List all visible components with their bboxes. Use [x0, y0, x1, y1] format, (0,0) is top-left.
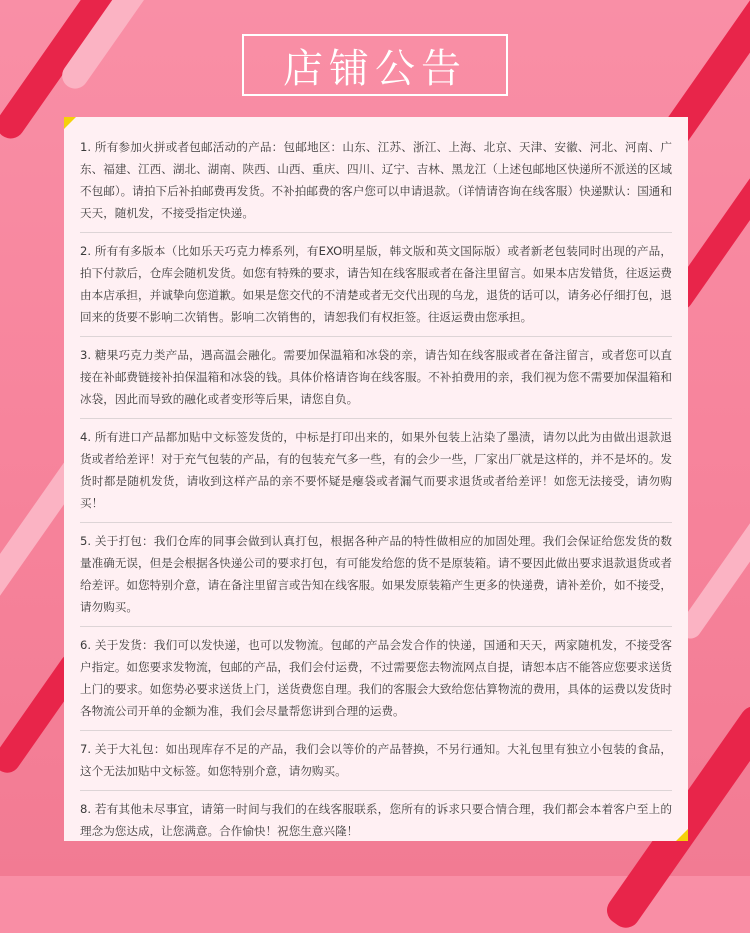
notice-item: 1. 所有参加火拼或者包邮活动的产品：包邮地区：山东、江苏、浙江、上海、北京、天津、安徽、河北、河南、广东、福建、江西、湖北、湖南、陕西、山西、重庆、四川、辽宁、吉林、黑龙江（上述包邮地区快递所不派送的区域不包邮）。请拍下后补拍邮费再发货。不补拍邮费的客户您可以申请退款。（详情请咨询在线客服）快递默认：国通和天天，随机发，不接受指定快递。	[80, 129, 672, 233]
notice-item: 5. 关于打包：我们仓库的同事会做到认真打包，根据各种产品的特性做相应的加固处理。我们会保证给您发货的数量准确无误，但是会根据各快递公司的要求打包，有可能发给您的货不是原装箱。请不要因此做出要求退款退货或者给差评。如您特别介意，请在备注里留言或告知在线客服。如果发原装箱产生更多的快递费，请补差价，如不接受，请勿购买。	[80, 523, 672, 627]
notice-item: 4. 所有进口产品都加贴中文标签发货的，中标是打印出来的，如果外包装上沾染了墨渍，请勿以此为由做出退款退货或者给差评！对于充气包装的产品，有的包装充气多一些，有的会少一些，厂家出厂就是这样的，并不是坏的。发货时都是随机发货，请收到这样产品的亲不要怀疑是瘪袋或者漏气而要求退货或者给差评！如您无法接受，请勿购买！	[80, 419, 672, 523]
notice-item: 2. 所有有多版本（比如乐天巧克力棒系列，有EXO明星版，韩文版和英文国际版）或者新老包装同时出现的产品，拍下付款后，仓库会随机发货。如您有特殊的要求，请告知在线客服或者在备注里留言。如果本店发错货，往返运费由本店承担，并诚挚向您道歉。如果是您交代的不清楚或者无交代出现的乌龙，退货的话可以，请务必仔细打包，退回来的货要不影响二次销售。影响二次销售的，请恕我们有权拒签。往返运费由您承担。	[80, 233, 672, 337]
notice-item: 7. 关于大礼包：如出现库存不足的产品，我们会以等价的产品替换，不另行通知。大礼包里有独立小包装的食品，这个无法加贴中文标签。如您特别介意，请勿购买。	[80, 731, 672, 791]
page-title: 店铺公告	[242, 34, 508, 96]
notice-item: 6. 关于发货：我们可以发快递，也可以发物流。包邮的产品会发合作的快递，国通和天天，两家随机发，不接受客户指定。如您要求发物流，包邮的产品，我们会付运费，不过需要您去物流网点自提，请恕本店不能答应您要求送货上门的要求。如您势必要求送货上门，送货费您自理。我们的客服会大致给您估算物流的费用，具体的运费以发货时各物流公司开单的金额为准，我们会尽量帮您讲到合理的运费。	[80, 627, 672, 731]
announcement-panel	[64, 117, 688, 841]
notice-item: 3. 糖果巧克力类产品，遇高温会融化。需要加保温箱和冰袋的亲，请告知在线客服或者在备注留言，或者您可以直接在补邮费链接补拍保温箱和冰袋的钱。具体价格请咨询在线客服。不补拍费用的亲，我们视为您不需要加保温箱和冰袋，因此而导致的融化或者变形等后果，请您自负。	[80, 337, 672, 419]
notice-item: 8. 若有其他未尽事宜，请第一时间与我们的在线客服联系，您所有的诉求只要合情合理，我们都会本着客户至上的理念为您达成，让您满意。合作愉快！祝您生意兴隆！	[80, 802, 672, 838]
corner-accent-bottom-right	[676, 829, 688, 841]
corner-accent-top-left	[64, 117, 76, 129]
